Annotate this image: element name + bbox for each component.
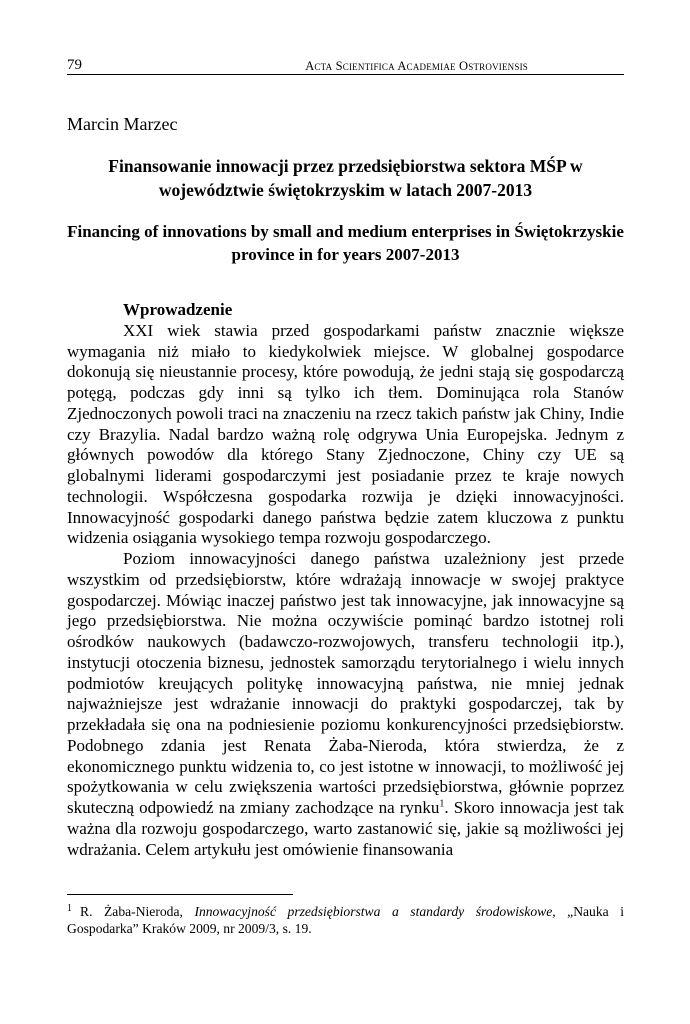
footnote-details: , „Nauka i Gospodarka” Kraków 2009, nr 2009/3, s. 19. — [67, 904, 624, 936]
running-header — [67, 57, 624, 75]
paragraph-text: Poziom innowacyjności danego państwa uzależniony jest przede wszystkim od przedsiębiorstw, które wdrażają innowacje w swojej praktyce gospodarczej. Mówiąc inaczej państwo jest tak innowacyjne, jak innowacyjne są jego przedsiębiorstwa. Nie można oczywiście pominąć bardzo istotnej roli ośrodków naukowych (badawczo-rozwojowych, transferu technologii itp.), instytucji otoczenia biznesu, jednostek samorządu terytorialnego i wielu innych podmiotów kreujących politykę innowacyjną państwa, nie mniej jednak najważniejsze jest wdrażanie innowacji do praktyki gospodarczej, tak by przekładała się ona na podniesienie poziomu konkurencyjności przedsiębiorstw. Podobnego zdania jest Renata Żaba-Nieroda, która stwierdza, że z ekonomicznego punktu widzenia to, co jest istotne w innowacji, to możliwość jej spożytkowania w celu zwiększenia wartości przedsiębiorstwa, głównie poprzez skuteczną odpowiedź na zmiany zachodzące na rynku — [67, 549, 624, 817]
paragraph-text: . Skoro innowacja jest tak ważna dla rozwoju gospodarczego, warto zastanowić się, jakie są możliwości jej wdrażania. Celem artykułu jest omówienie finansowania — [67, 798, 624, 859]
footnote-mark: 1 — [67, 903, 72, 914]
footnote-separator — [67, 894, 293, 895]
article-author: Marcin Marzec — [67, 114, 178, 134]
page-number: 79 — [67, 57, 82, 73]
footnote — [67, 903, 624, 937]
article-title-english: Financing of innovations by small and medium enterprises in Świętokrzyskie province in for years 2007-2013 — [67, 222, 624, 264]
journal-title: Acta Scientifica Academiae Ostroviensis — [305, 59, 528, 73]
paragraph — [67, 549, 624, 860]
footnote-title: Innowacyjność przedsiębiorstwa a standardy środowiskowe — [194, 904, 553, 919]
footnote-reference[interactable]: 1 — [439, 798, 445, 810]
paragraph: XXI wiek stawia przed gospodarkami państw znacznie większe wymagania niż miało to kiedykolwiek miejsce. W globalnej gospodarce dokonują się nieustannie procesy, które powodują, że jedni stają się gospodarczą potęgą, podczas gdy inni są tylko ich tłem. Dominująca rola Stanów Zjednoczonych powoli traci na znaczeniu na rzecz takich państw jak Chiny, Indie czy Brazylia. Nadal bardzo ważną rolę odgrywa Unia Europejska. Jednym z głównych powodów dla którego Stany Zjednoczone, Chiny czy UE są globalnymi liderami gospodarczymi jest posiadanie przez te kraje nowych technologii. Współczesna gospodarka rozwija je dzięki innowacyjności. Innowacyjność gospodarki danego państwa będzie zatem kluczowa z punktu widzenia osiągania wysokiego tempa rozwoju gospodarczego. — [67, 320, 624, 548]
article-body — [67, 300, 624, 860]
article-title-polish: Finansowanie innowacji przez przedsiębiorstwa sektora MŚP w województwie świętokrzyskim w latach 2007-2013 — [108, 156, 583, 200]
footnote-author: R. Żaba-Nieroda, — [80, 904, 183, 919]
section-heading: Wprowadzenie — [123, 300, 233, 319]
